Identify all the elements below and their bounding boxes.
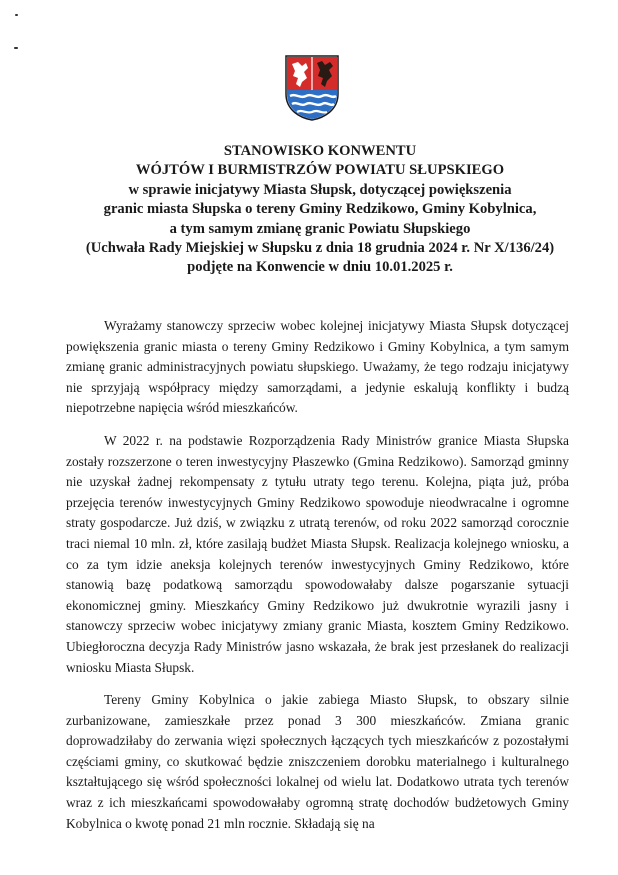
paragraph-1: Wyrażamy stanowczy sprzeciw wobec kolejnej inicjatywy Miasta Słupsk dotyczącej powiększenia granic miasta o tereny Gminy Redzikowo i Gminy Kobylnica, a tym samym zmianę granic administracyjnych powiatu słupskiego. Uważamy, że tego rodzaju inicjatywy nie sprzyjają współpracy między samorządami, a jedynie eskalują konflikty i budzą niepotrzebne napięcia wśród mieszkańców. — [66, 318, 569, 416]
scan-mark-middle — [14, 47, 18, 49]
paragraph-3: Tereny Gminy Kobylnica o jakie zabiega Miasto Słupsk, to obszary silnie zurbanizowane, zamieszkałe przez ponad 3 300 mieszkańców. Zmiana granic doprowadziłaby do zerwania więzi społecznych łączących tych mieszkańców z pozostałymi częściami gminy, co skutkować będzie zniszczeniem dorobku materialnego i kulturalnego kształtującego się wśród społeczności lokalnej od wielu lat. Dodatkowo utrata tych terenów wraz z ich mieszkańcami spowodowałaby ogromną stratę dochodów budżetowych Gminy Kobylnica o kwotę ponad 21 mln rocznie. Składają się na — [66, 692, 569, 831]
heading-line-1: STANOWISKO KONWENTU — [223, 143, 417, 159]
coat-of-arms-icon — [284, 54, 340, 122]
heading-line-5: a tym samym zmianę granic Powiatu Słupskiego — [169, 220, 471, 237]
document-body — [66, 316, 569, 846]
paragraph-2: W 2022 r. na podstawie Rozporządzenia Rady Ministrów granice Miasta Słupska zostały rozszerzone o teren inwestycyjny Płaszewko (Gmina Redzikowo). Samorząd gminny nie uzyskał żadnej rekompensaty z tytułu utraty tego terenu. Kolejna, piąta już, próba przejęcia terenów inwestycyjnych Gminy Redzikowo spowoduje nieodwracalne i ogromne straty gospodarcze. Już dziś, w związku z utratą terenów, od roku 2022 samorząd corocznie traci niemal 10 mln. zł, które zasilają budżet Miasta Słupsk. Realizacja kolejnego wniosku, a co za tym idzie aneksja kolejnych terenów inwestycyjnych Gminy Redzikowo, które stanowią bazę podatkową samorządu spowodowałaby dalsze pogarszanie sytuacji ekonomicznej gminy. Mieszkańcy Gminy Redzikowo już dwukrotnie wyrazili jasny i stanowczy sprzeciw wobec inicjatywy zmiany granic Miasta, kosztem Gminy Redzikowo. Ubiegłoroczna decyzja Rady Ministrów jasno wskazała, że brak jest przesłanek do realizacji wniosku Miasta Słupsk. — [66, 432, 569, 675]
scan-mark-top — [15, 14, 18, 16]
heading-line-7: podjęte na Konwencie w dniu 10.01.2025 r. — [187, 259, 453, 276]
document-heading — [40, 142, 600, 278]
heading-line-6: (Uchwała Rady Miejskiej w Słupsku z dnia 18 grudnia 2024 r. Nr X/136/24) — [85, 240, 555, 257]
heading-line-4: granic miasta Słupska o tereny Gminy Redzikowo, Gminy Kobylnica, — [103, 201, 537, 218]
heading-line-3: w sprawie inicjatywy Miasta Słupsk, dotyczącej powiększenia — [128, 181, 512, 198]
heading-line-2: WÓJTÓW I BURMISTRZÓW POWIATU SŁUPSKIEGO — [135, 162, 505, 179]
